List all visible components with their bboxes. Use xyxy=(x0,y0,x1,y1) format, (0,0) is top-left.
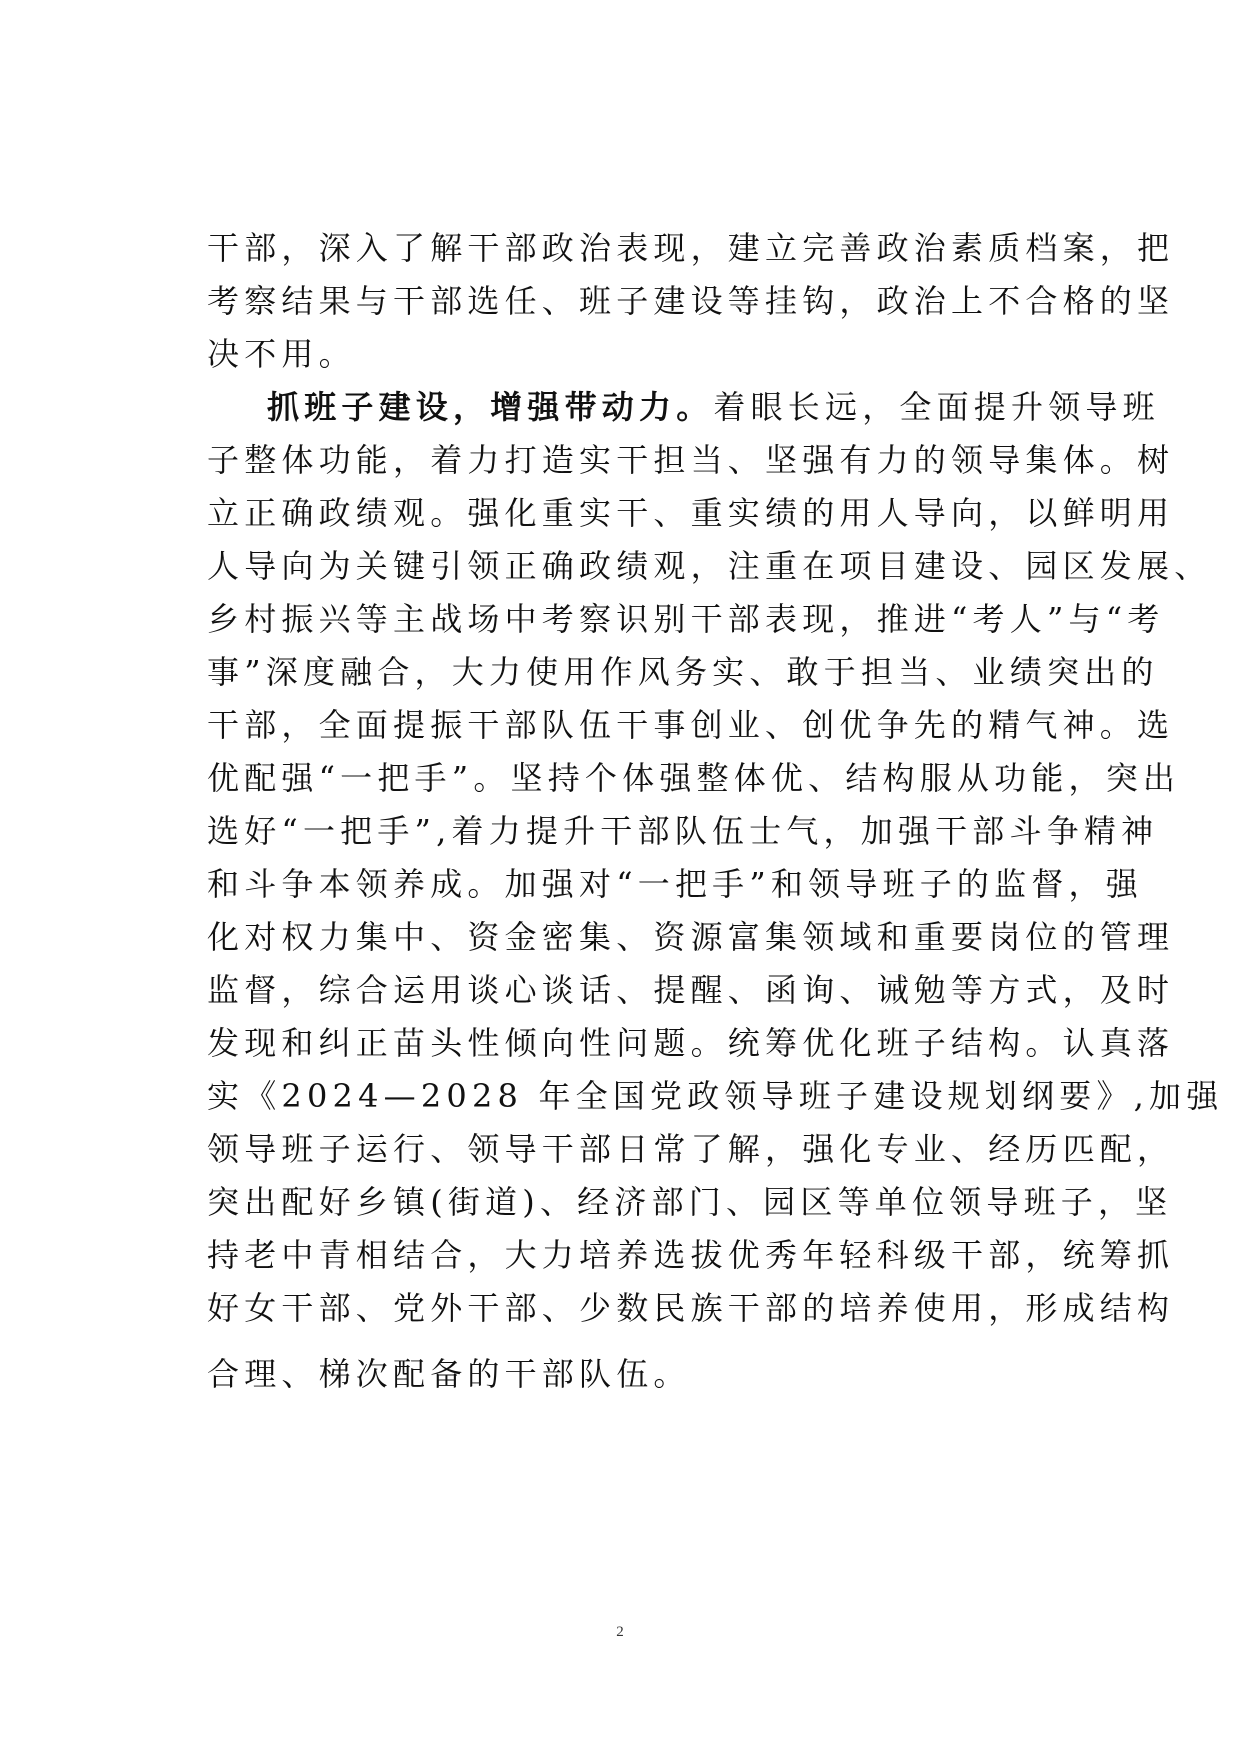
paragraph-2-line-14: 实《2024—2028 年全国党政领导班子建设规划纲要》,加强 xyxy=(207,1077,1224,1115)
paragraph-2-line-5: 乡村振兴等主战场中考察识别干部表现，推进“考人”与“考 xyxy=(207,600,1165,638)
paragraph-2-line-7: 干部，全面提振干部队伍干事创业、创优争先的精气神。选 xyxy=(207,706,1175,744)
paragraph-1-line-2: 考察结果与干部选任、班子建设等挂钩，政治上不合格的坚 xyxy=(207,282,1175,320)
paragraph-2-line-11: 化对权力集中、资金密集、资源富集领域和重要岗位的管理 xyxy=(207,918,1175,956)
paragraph-1-line-1: 干部，深入了解干部政治表现，建立完善政治素质档案，把 xyxy=(207,229,1175,267)
paragraph-2-line-4: 人导向为关键引领正确政绩观，注重在项目建设、园区发展、 xyxy=(207,547,1212,585)
paragraph-2-line-1 xyxy=(267,381,1160,433)
section-heading: 抓班子建设，增强带动力。 xyxy=(267,388,714,426)
paragraph-2-line-18: 好女干部、党外干部、少数民族干部的培养使用，形成结构 xyxy=(207,1289,1175,1327)
paragraph-2-line-3: 立正确政绩观。强化重实干、重实绩的用人导向，以鲜明用 xyxy=(207,494,1175,532)
paragraph-2-line-10: 和斗争本领养成。加强对“一把手”和领导班子的监督，强 xyxy=(207,865,1143,903)
paragraph-2-line-8: 优配强“一把手”。坚持个体强整体优、结构服从功能，突出 xyxy=(207,759,1181,797)
paragraph-2-line-12: 监督，综合运用谈心谈话、提醒、函询、诫勉等方式，及时 xyxy=(207,971,1175,1009)
paragraph-2-line-19: 合理、梯次配备的干部队伍。 xyxy=(207,1355,691,1393)
paragraph-2-line-6: 事”深度融合，大力使用作风务实、敢于担当、业绩突出的 xyxy=(207,653,1159,691)
paragraph-2-line-9: 选好“一把手”,着力提升干部队伍士气，加强干部斗争精神 xyxy=(207,812,1159,850)
paragraph-2-line-15: 领导班子运行、领导干部日常了解，强化专业、经历匹配， xyxy=(207,1130,1175,1168)
paragraph-2-line-16: 突出配好乡镇(街道)、经济部门、园区等单位领导班子，坚 xyxy=(207,1183,1173,1221)
page-number: 2 xyxy=(616,1624,624,1640)
paragraph-2-line-1-text: 着眼长远，全面提升领导班 xyxy=(713,388,1160,426)
paragraph-1-line-3: 决不用。 xyxy=(207,335,356,373)
paragraph-2-line-17: 持老中青相结合，大力培养选拔优秀年轻科级干部，统筹抓 xyxy=(207,1236,1175,1274)
paragraph-2-line-2: 子整体功能，着力打造实干担当、坚强有力的领导集体。树 xyxy=(207,441,1175,479)
paragraph-2-line-13: 发现和纠正苗头性倾向性问题。统筹优化班子结构。认真落 xyxy=(207,1024,1175,1062)
